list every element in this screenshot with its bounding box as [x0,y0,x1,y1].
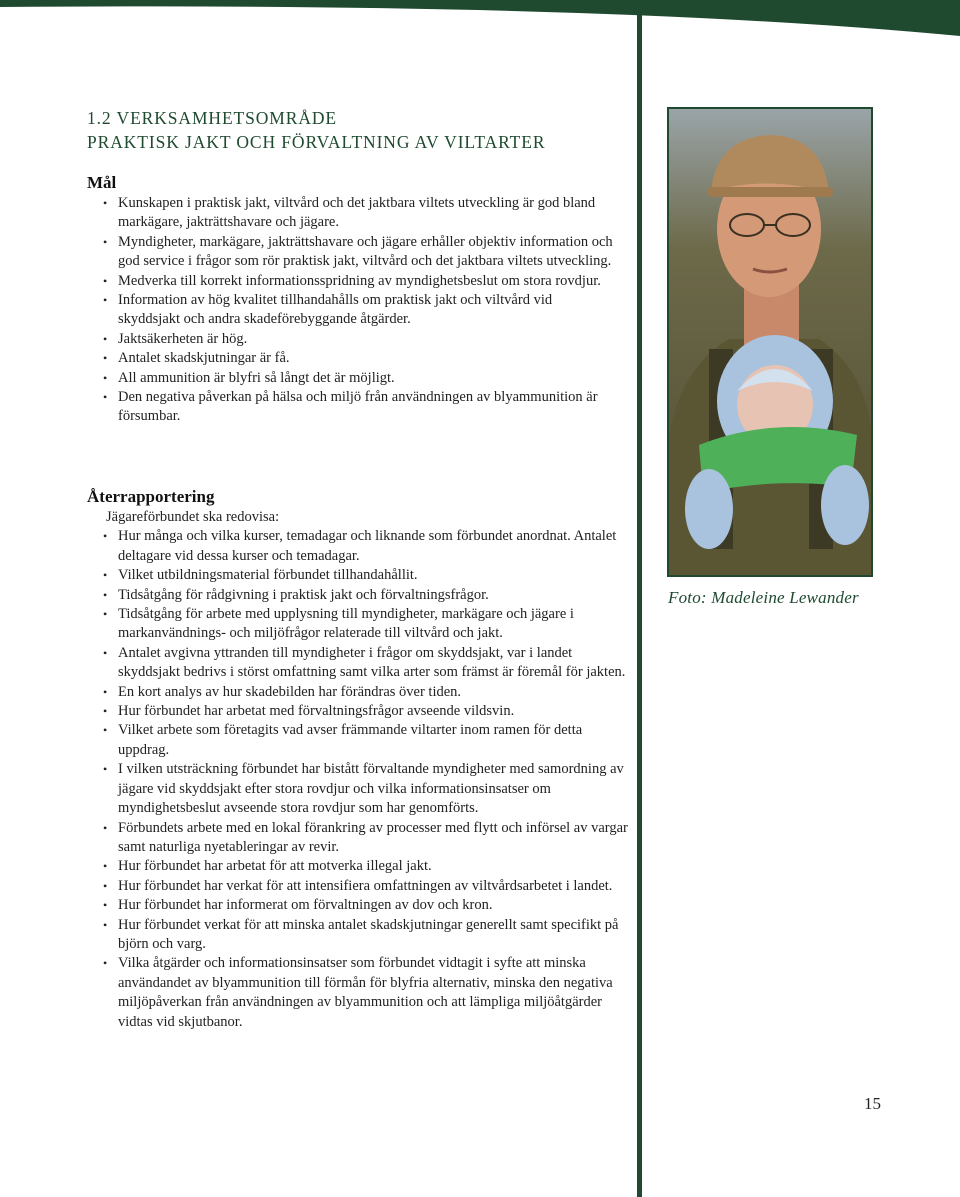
goals-list [87,194,617,427]
reporting-section [87,486,632,1032]
list-item: • Hur förbundet har arbetat för att motverka illegal jakt. [87,857,632,876]
list-item: • Den negativa påverkan på hälsa och miljö från användningen av blyammunition är försumbar. [87,388,617,427]
list-item: • Tidsåtgång för rådgivning i praktisk jakt och förvaltningsfrågor. [87,586,632,605]
reporting-list [87,527,632,1032]
list-item: • Hur många och vilka kurser, temadagar och liknande som förbundet anordnat. Antalet deltagare vid dessa kurser och temadagar. [87,527,632,566]
list-item: • Vilket arbete som företagits vad avser främmande viltarter inom ramen för detta uppdrag. [87,721,632,760]
list-item: • Hur förbundet verkat för att minska antalet skadskjutningar generellt samt specifikt på björn och varg. [87,916,632,955]
list-item: • Myndigheter, markägare, jakträttshavare och jägare erhåller objektiv information och god service i frågor som rör praktisk jakt, viltvård och det jaktbara viltets utveckling. [87,233,617,272]
list-item: • En kort analys av hur skadebilden har förändras över tiden. [87,683,632,702]
section-title: 1.2 VERKSAMHETSOMRÅDE [87,108,337,128]
list-item: • All ammunition är blyfri så långt det är möjligt. [87,369,617,388]
list-item: • Vilket utbildningsmaterial förbundet tillhandahållit. [87,566,632,585]
list-item: • Hur förbundet har arbetat med förvaltningsfrågor avseende vildsvin. [87,702,632,721]
page-number: 15 [864,1094,881,1113]
reporting-intro: Jägareförbundet ska redovisa: [106,509,280,525]
list-item: • Antalet skadskjutningar är få. [87,349,617,368]
reporting-heading: Återrapportering [87,487,215,506]
list-item: • Medverka till korrekt informationsspridning av myndighetsbeslut om stora rovdjur. [87,272,617,291]
list-item: • Antalet avgivna yttranden till myndigheter i frågor om skyddsjakt, var i landet skyddsjakt bedrivs i störst omfattning samt vilka arter som främst är föremål för jakten. [87,644,632,683]
goals-section [87,172,617,427]
section-subtitle: PRAKTISK JAKT OCH FÖRVALTNING AV VILTARTER [87,132,546,152]
list-item: • Kunskapen i praktisk jakt, viltvård och det jaktbara viltets utveckling är god bland markägare, jakträttshavare och jägare. [87,194,617,233]
photo-caption: Foto: Madeleine Lewander [668,588,859,607]
list-item: • Hur förbundet har informerat om förvaltningen av dov och kron. [87,896,632,915]
hunter-with-baby-photo [667,107,873,577]
list-item: • Tidsåtgång för arbete med upplysning till myndigheter, markägare och jägare i markanvändnings- och miljöfrågor relaterade till viltvård och jakt. [87,605,632,644]
list-item: • I vilken utsträckning förbundet har bistått förvaltande myndigheter med samordning av jägare vid skyddsjakt efter stora rovdjur och vilka informationsinsatser om myndighetsbeslut avseende stora rovdjur som har genomförts. [87,760,632,818]
list-item: • Hur förbundet har verkat för att intensifiera omfattningen av viltvårdsarbetet i landet. [87,877,632,896]
top-decorative-band [0,0,960,40]
vertical-divider [637,12,642,1197]
list-item: • Förbundets arbete med en lokal förankring av processer med flytt och införsel av vargar samt naturliga nyetableringar av revir. [87,819,632,858]
list-item: • Information av hög kvalitet tillhandahålls om praktisk jakt och viltvård vid skyddsjakt och andra skadeförebyggande åtgärder. [87,291,617,330]
list-item: • Jaktsäkerheten är hög. [87,330,617,349]
goals-heading: Mål [87,173,117,192]
list-item: • Vilka åtgärder och informationsinsatser som förbundet vidtagit i syfte att minska användandet av blyammunition till förmån för blyfria alternativ, minska den negativa miljöpåverkan från användningen av blyammunition och att lämpliga miljöåtgärder vidtas vid skjutbanor. [87,954,632,1032]
section-heading [87,106,545,154]
